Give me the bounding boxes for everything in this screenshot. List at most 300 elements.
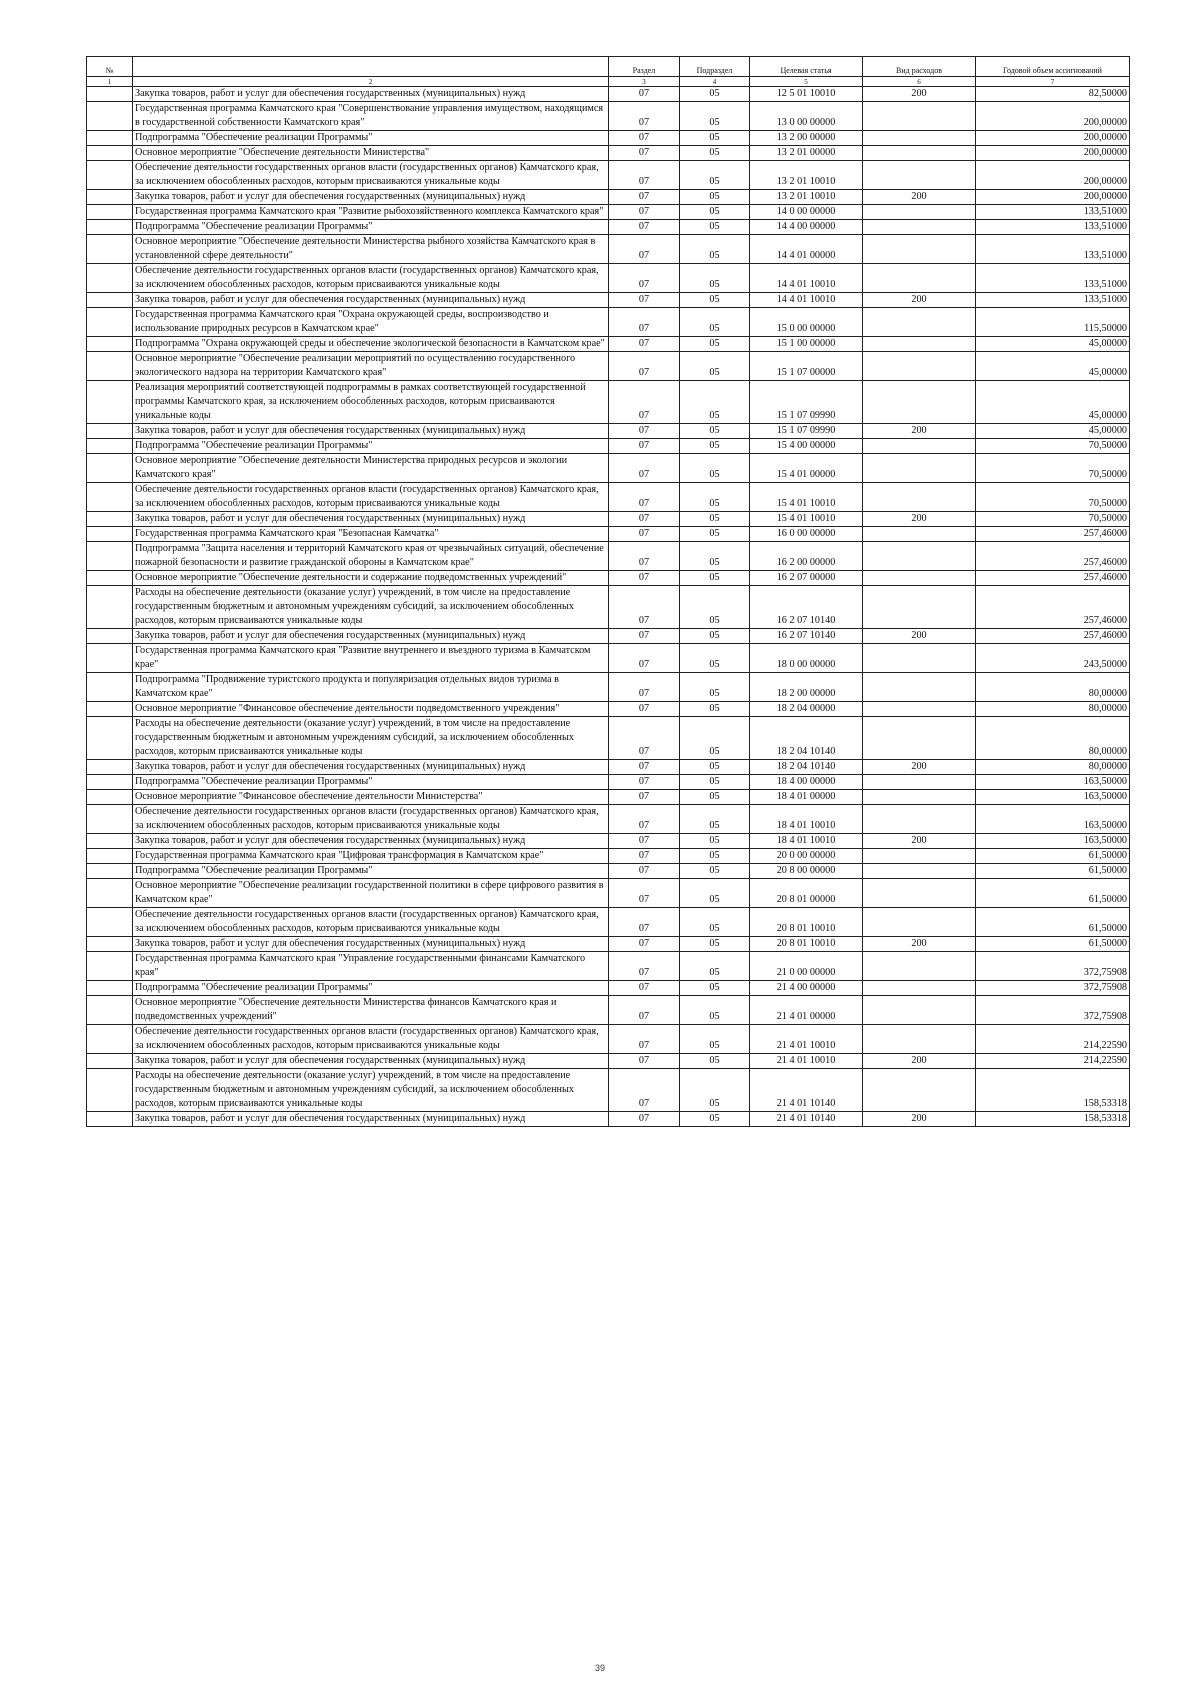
cell-target: 16 2 07 10140 bbox=[750, 629, 863, 644]
cell-expense-type bbox=[863, 337, 976, 352]
cell-amount: 163,50000 bbox=[976, 790, 1130, 805]
cell-target: 18 2 00 00000 bbox=[750, 673, 863, 702]
cell-amount: 45,00000 bbox=[976, 381, 1130, 424]
cell-target: 15 1 07 09990 bbox=[750, 424, 863, 439]
table-row bbox=[87, 908, 1130, 937]
cell-no bbox=[87, 87, 133, 102]
cell-amount: 61,50000 bbox=[976, 864, 1130, 879]
cell-no bbox=[87, 952, 133, 981]
cell-section: 07 bbox=[609, 629, 680, 644]
cell-target: 12 5 01 10010 bbox=[750, 87, 863, 102]
cell-target: 13 2 01 10010 bbox=[750, 161, 863, 190]
cell-target: 20 8 01 10010 bbox=[750, 937, 863, 952]
cell-subsection: 05 bbox=[680, 337, 750, 352]
cell-name: Государственная программа Камчатского края "Совершенствование управления имуществом, находящимся в государственной собственности Камчатского края" bbox=[133, 102, 609, 131]
col-number: 6 bbox=[863, 77, 976, 87]
cell-subsection: 05 bbox=[680, 102, 750, 131]
table-row bbox=[87, 981, 1130, 996]
table-row bbox=[87, 1054, 1130, 1069]
cell-amount: 372,75908 bbox=[976, 952, 1130, 981]
col-header-no: № bbox=[87, 57, 133, 77]
cell-amount: 82,50000 bbox=[976, 87, 1130, 102]
cell-subsection: 05 bbox=[680, 908, 750, 937]
table-row bbox=[87, 849, 1130, 864]
cell-no bbox=[87, 424, 133, 439]
cell-section: 07 bbox=[609, 146, 680, 161]
cell-no bbox=[87, 834, 133, 849]
cell-section: 07 bbox=[609, 87, 680, 102]
cell-no bbox=[87, 586, 133, 629]
cell-subsection: 05 bbox=[680, 205, 750, 220]
cell-amount: 163,50000 bbox=[976, 834, 1130, 849]
cell-target: 13 2 01 10010 bbox=[750, 190, 863, 205]
cell-section: 07 bbox=[609, 937, 680, 952]
cell-expense-type bbox=[863, 454, 976, 483]
cell-amount: 133,51000 bbox=[976, 235, 1130, 264]
table-row bbox=[87, 381, 1130, 424]
cell-subsection: 05 bbox=[680, 834, 750, 849]
cell-subsection: 05 bbox=[680, 454, 750, 483]
cell-amount: 133,51000 bbox=[976, 205, 1130, 220]
cell-subsection: 05 bbox=[680, 424, 750, 439]
cell-section: 07 bbox=[609, 586, 680, 629]
cell-no bbox=[87, 937, 133, 952]
table-row bbox=[87, 629, 1130, 644]
cell-amount: 257,46000 bbox=[976, 629, 1130, 644]
col-number: 4 bbox=[680, 77, 750, 87]
cell-no bbox=[87, 571, 133, 586]
cell-target: 14 4 01 10010 bbox=[750, 264, 863, 293]
cell-name: Закупка товаров, работ и услуг для обеспечения государственных (муниципальных) нужд bbox=[133, 629, 609, 644]
cell-name: Подпрограмма "Обеспечение реализации Программы" bbox=[133, 220, 609, 235]
cell-amount: 133,51000 bbox=[976, 293, 1130, 308]
cell-name: Подпрограмма "Обеспечение реализации Программы" bbox=[133, 864, 609, 879]
cell-section: 07 bbox=[609, 571, 680, 586]
table-row bbox=[87, 879, 1130, 908]
cell-no bbox=[87, 381, 133, 424]
cell-name: Расходы на обеспечение деятельности (оказание услуг) учреждений, в том числе на предоставление государственным бюджетным и автономным учреждениям субсидий, за исключением обособленных расходов, которым присваиваются уникальные коды bbox=[133, 717, 609, 760]
table-row bbox=[87, 146, 1130, 161]
cell-subsection: 05 bbox=[680, 586, 750, 629]
col-header-subsection: Подраздел bbox=[680, 57, 750, 77]
cell-expense-type: 200 bbox=[863, 293, 976, 308]
cell-name: Подпрограмма "Охрана окружающей среды и обеспечение экологической безопасности в Камчатском крае" bbox=[133, 337, 609, 352]
cell-name: Подпрограмма "Защита населения и территорий Камчатского края от чрезвычайных ситуаций, обеспечение пожарной безопасности и развитие гражданской обороны в Камчатском крае" bbox=[133, 542, 609, 571]
cell-amount: 61,50000 bbox=[976, 879, 1130, 908]
cell-no bbox=[87, 805, 133, 834]
cell-section: 07 bbox=[609, 264, 680, 293]
cell-amount: 70,50000 bbox=[976, 439, 1130, 454]
cell-no bbox=[87, 190, 133, 205]
cell-subsection: 05 bbox=[680, 805, 750, 834]
cell-expense-type: 200 bbox=[863, 190, 976, 205]
cell-amount: 70,50000 bbox=[976, 483, 1130, 512]
cell-target: 13 0 00 00000 bbox=[750, 102, 863, 131]
cell-target: 18 2 04 00000 bbox=[750, 702, 863, 717]
table-header bbox=[87, 57, 1130, 87]
cell-name: Государственная программа Камчатского края "Управление государственными финансами Камчатского края" bbox=[133, 952, 609, 981]
cell-name: Закупка товаров, работ и услуг для обеспечения государственных (муниципальных) нужд bbox=[133, 760, 609, 775]
table-row bbox=[87, 1025, 1130, 1054]
cell-section: 07 bbox=[609, 864, 680, 879]
cell-target: 14 4 00 00000 bbox=[750, 220, 863, 235]
cell-subsection: 05 bbox=[680, 937, 750, 952]
col-header-name bbox=[133, 57, 609, 77]
cell-target: 21 4 01 00000 bbox=[750, 996, 863, 1025]
cell-amount: 133,51000 bbox=[976, 220, 1130, 235]
cell-target: 16 0 00 00000 bbox=[750, 527, 863, 542]
header-row bbox=[87, 57, 1130, 77]
cell-name: Закупка товаров, работ и услуг для обеспечения государственных (муниципальных) нужд bbox=[133, 424, 609, 439]
cell-section: 07 bbox=[609, 235, 680, 264]
cell-section: 07 bbox=[609, 308, 680, 337]
cell-expense-type bbox=[863, 146, 976, 161]
cell-target: 20 8 01 00000 bbox=[750, 879, 863, 908]
cell-target: 18 4 00 00000 bbox=[750, 775, 863, 790]
cell-subsection: 05 bbox=[680, 864, 750, 879]
cell-target: 13 2 00 00000 bbox=[750, 131, 863, 146]
cell-expense-type bbox=[863, 908, 976, 937]
cell-expense-type bbox=[863, 717, 976, 760]
cell-name: Обеспечение деятельности государственных органов власти (государственных органов) Камчатского края, за исключением обособленных расходов, которым присваиваются уникальные коды bbox=[133, 483, 609, 512]
cell-name: Государственная программа Камчатского края "Цифровая трансформация в Камчатском крае" bbox=[133, 849, 609, 864]
cell-no bbox=[87, 542, 133, 571]
cell-no bbox=[87, 454, 133, 483]
cell-amount: 257,46000 bbox=[976, 527, 1130, 542]
table-row bbox=[87, 760, 1130, 775]
cell-target: 14 4 01 00000 bbox=[750, 235, 863, 264]
cell-no bbox=[87, 1054, 133, 1069]
table-body bbox=[87, 87, 1130, 1127]
cell-amount: 372,75908 bbox=[976, 981, 1130, 996]
cell-section: 07 bbox=[609, 908, 680, 937]
table-row bbox=[87, 454, 1130, 483]
cell-no bbox=[87, 102, 133, 131]
cell-subsection: 05 bbox=[680, 702, 750, 717]
col-number: 7 bbox=[976, 77, 1130, 87]
cell-expense-type bbox=[863, 775, 976, 790]
table-row bbox=[87, 512, 1130, 527]
col-header-section: Раздел bbox=[609, 57, 680, 77]
cell-subsection: 05 bbox=[680, 1025, 750, 1054]
cell-amount: 80,00000 bbox=[976, 717, 1130, 760]
cell-expense-type bbox=[863, 864, 976, 879]
cell-no bbox=[87, 644, 133, 673]
cell-section: 07 bbox=[609, 512, 680, 527]
cell-section: 07 bbox=[609, 981, 680, 996]
cell-name: Государственная программа Камчатского края "Безопасная Камчатка" bbox=[133, 527, 609, 542]
cell-expense-type: 200 bbox=[863, 1054, 976, 1069]
cell-expense-type bbox=[863, 483, 976, 512]
cell-amount: 80,00000 bbox=[976, 673, 1130, 702]
col-header-amount: Годовой объем ассигнований bbox=[976, 57, 1130, 77]
cell-target: 18 2 04 10140 bbox=[750, 717, 863, 760]
table-row bbox=[87, 673, 1130, 702]
cell-section: 07 bbox=[609, 775, 680, 790]
table-row bbox=[87, 542, 1130, 571]
cell-no bbox=[87, 131, 133, 146]
cell-subsection: 05 bbox=[680, 146, 750, 161]
cell-target: 15 4 00 00000 bbox=[750, 439, 863, 454]
cell-subsection: 05 bbox=[680, 131, 750, 146]
cell-no bbox=[87, 293, 133, 308]
table-row bbox=[87, 483, 1130, 512]
col-number: 2 bbox=[133, 77, 609, 87]
cell-name: Подпрограмма "Обеспечение реализации Программы" bbox=[133, 775, 609, 790]
cell-name: Основное мероприятие "Финансовое обеспечение деятельности подведомственного учреждения" bbox=[133, 702, 609, 717]
cell-name: Закупка товаров, работ и услуг для обеспечения государственных (муниципальных) нужд bbox=[133, 512, 609, 527]
cell-expense-type bbox=[863, 1025, 976, 1054]
cell-no bbox=[87, 483, 133, 512]
table-row bbox=[87, 790, 1130, 805]
cell-target: 15 4 01 10010 bbox=[750, 512, 863, 527]
cell-name: Основное мероприятие "Обеспечение деятельности Министерства природных ресурсов и экологии Камчатского края" bbox=[133, 454, 609, 483]
cell-expense-type: 200 bbox=[863, 87, 976, 102]
cell-name: Расходы на обеспечение деятельности (оказание услуг) учреждений, в том числе на предоставление государственным бюджетным и автономным учреждениям субсидий, за исключением обособленных расходов, которым присваиваются уникальные коды bbox=[133, 586, 609, 629]
cell-subsection: 05 bbox=[680, 87, 750, 102]
cell-subsection: 05 bbox=[680, 673, 750, 702]
table-row bbox=[87, 952, 1130, 981]
cell-amount: 163,50000 bbox=[976, 805, 1130, 834]
table-row bbox=[87, 571, 1130, 586]
cell-section: 07 bbox=[609, 381, 680, 424]
cell-expense-type bbox=[863, 131, 976, 146]
cell-name: Обеспечение деятельности государственных органов власти (государственных органов) Камчатского края, за исключением обособленных расходов, которым присваиваются уникальные коды bbox=[133, 1025, 609, 1054]
cell-amount: 80,00000 bbox=[976, 760, 1130, 775]
cell-no bbox=[87, 908, 133, 937]
cell-target: 15 4 01 00000 bbox=[750, 454, 863, 483]
cell-subsection: 05 bbox=[680, 483, 750, 512]
cell-section: 07 bbox=[609, 879, 680, 908]
cell-expense-type bbox=[863, 586, 976, 629]
cell-no bbox=[87, 205, 133, 220]
cell-subsection: 05 bbox=[680, 952, 750, 981]
cell-subsection: 05 bbox=[680, 1054, 750, 1069]
cell-expense-type bbox=[863, 220, 976, 235]
cell-name: Реализация мероприятий соответствующей подпрограммы в рамках соответствующей государственной программы Камчатского края, за исключением обособленных расходов, которым присваиваются уникальные коды bbox=[133, 381, 609, 424]
cell-expense-type: 200 bbox=[863, 1112, 976, 1127]
cell-subsection: 05 bbox=[680, 308, 750, 337]
cell-name: Расходы на обеспечение деятельности (оказание услуг) учреждений, в том числе на предоставление государственным бюджетным и автономным учреждениям субсидий, за исключением обособленных расходов, которым присваиваются уникальные коды bbox=[133, 1069, 609, 1112]
table-row bbox=[87, 161, 1130, 190]
cell-amount: 133,51000 bbox=[976, 264, 1130, 293]
cell-subsection: 05 bbox=[680, 849, 750, 864]
cell-amount: 257,46000 bbox=[976, 586, 1130, 629]
cell-target: 13 2 01 00000 bbox=[750, 146, 863, 161]
cell-expense-type bbox=[863, 673, 976, 702]
cell-no bbox=[87, 775, 133, 790]
cell-expense-type: 200 bbox=[863, 760, 976, 775]
col-number: 5 bbox=[750, 77, 863, 87]
cell-amount: 200,00000 bbox=[976, 146, 1130, 161]
cell-target: 14 0 00 00000 bbox=[750, 205, 863, 220]
cell-target: 20 8 00 00000 bbox=[750, 864, 863, 879]
cell-section: 07 bbox=[609, 760, 680, 775]
cell-name: Основное мероприятие "Обеспечение деятельности Министерства рыбного хозяйства Камчатского края в установленной сфере деятельности" bbox=[133, 235, 609, 264]
col-number: 1 bbox=[87, 77, 133, 87]
cell-name: Подпрограмма "Обеспечение реализации Программы" bbox=[133, 439, 609, 454]
cell-target: 15 4 01 10010 bbox=[750, 483, 863, 512]
cell-target: 15 1 07 00000 bbox=[750, 352, 863, 381]
cell-section: 07 bbox=[609, 996, 680, 1025]
cell-target: 18 0 00 00000 bbox=[750, 644, 863, 673]
cell-name: Государственная программа Камчатского края "Развитие рыбохозяйственного комплекса Камчатского края" bbox=[133, 205, 609, 220]
table-row bbox=[87, 775, 1130, 790]
cell-amount: 200,00000 bbox=[976, 161, 1130, 190]
cell-subsection: 05 bbox=[680, 981, 750, 996]
cell-subsection: 05 bbox=[680, 235, 750, 264]
cell-amount: 158,53318 bbox=[976, 1069, 1130, 1112]
cell-section: 07 bbox=[609, 805, 680, 834]
cell-expense-type bbox=[863, 235, 976, 264]
cell-no bbox=[87, 702, 133, 717]
cell-name: Подпрограмма "Продвижение туристского продукта и популяризация отдельных видов туризма в Камчатском крае" bbox=[133, 673, 609, 702]
cell-amount: 243,50000 bbox=[976, 644, 1130, 673]
cell-no bbox=[87, 629, 133, 644]
cell-no bbox=[87, 864, 133, 879]
cell-amount: 200,00000 bbox=[976, 131, 1130, 146]
cell-target: 18 4 01 00000 bbox=[750, 790, 863, 805]
cell-subsection: 05 bbox=[680, 264, 750, 293]
col-header-expense-type: Вид расходов bbox=[863, 57, 976, 77]
cell-name: Подпрограмма "Обеспечение реализации Программы" bbox=[133, 981, 609, 996]
cell-name: Закупка товаров, работ и услуг для обеспечения государственных (муниципальных) нужд bbox=[133, 1112, 609, 1127]
cell-name: Государственная программа Камчатского края "Охрана окружающей среды, воспроизводство и использование природных ресурсов в Камчатском крае" bbox=[133, 308, 609, 337]
cell-target: 21 4 01 10010 bbox=[750, 1025, 863, 1054]
cell-no bbox=[87, 308, 133, 337]
cell-amount: 61,50000 bbox=[976, 937, 1130, 952]
cell-section: 07 bbox=[609, 849, 680, 864]
cell-expense-type bbox=[863, 702, 976, 717]
cell-section: 07 bbox=[609, 352, 680, 381]
cell-no bbox=[87, 1069, 133, 1112]
cell-section: 07 bbox=[609, 834, 680, 849]
cell-section: 07 bbox=[609, 190, 680, 205]
cell-target: 18 4 01 10010 bbox=[750, 805, 863, 834]
cell-no bbox=[87, 673, 133, 702]
cell-expense-type bbox=[863, 952, 976, 981]
cell-target: 21 4 01 10010 bbox=[750, 1054, 863, 1069]
cell-subsection: 05 bbox=[680, 381, 750, 424]
table-row bbox=[87, 352, 1130, 381]
cell-section: 07 bbox=[609, 1112, 680, 1127]
cell-subsection: 05 bbox=[680, 512, 750, 527]
cell-expense-type bbox=[863, 308, 976, 337]
table-row bbox=[87, 834, 1130, 849]
cell-no bbox=[87, 352, 133, 381]
page-number: 39 bbox=[594, 1663, 605, 1673]
cell-subsection: 05 bbox=[680, 879, 750, 908]
cell-expense-type bbox=[863, 102, 976, 131]
cell-expense-type bbox=[863, 381, 976, 424]
cell-no bbox=[87, 790, 133, 805]
cell-subsection: 05 bbox=[680, 644, 750, 673]
col-number: 3 bbox=[609, 77, 680, 87]
cell-target: 16 2 07 00000 bbox=[750, 571, 863, 586]
cell-name: Подпрограмма "Обеспечение реализации Программы" bbox=[133, 131, 609, 146]
cell-target: 20 0 00 00000 bbox=[750, 849, 863, 864]
cell-name: Основное мероприятие "Обеспечение деятельности Министерства финансов Камчатского края и подведомственных учреждений" bbox=[133, 996, 609, 1025]
cell-amount: 61,50000 bbox=[976, 849, 1130, 864]
table-row bbox=[87, 131, 1130, 146]
cell-amount: 257,46000 bbox=[976, 571, 1130, 586]
cell-name: Обеспечение деятельности государственных органов власти (государственных органов) Камчатского края, за исключением обособленных расходов, которым присваиваются уникальные коды bbox=[133, 805, 609, 834]
cell-section: 07 bbox=[609, 1069, 680, 1112]
cell-name: Основное мероприятие "Финансовое обеспечение деятельности Министерства" bbox=[133, 790, 609, 805]
table-row bbox=[87, 1069, 1130, 1112]
cell-expense-type bbox=[863, 1069, 976, 1112]
table-row bbox=[87, 337, 1130, 352]
cell-section: 07 bbox=[609, 131, 680, 146]
cell-section: 07 bbox=[609, 542, 680, 571]
cell-subsection: 05 bbox=[680, 527, 750, 542]
cell-section: 07 bbox=[609, 790, 680, 805]
cell-section: 07 bbox=[609, 952, 680, 981]
table-row bbox=[87, 308, 1130, 337]
cell-subsection: 05 bbox=[680, 190, 750, 205]
table-row bbox=[87, 220, 1130, 235]
cell-section: 07 bbox=[609, 439, 680, 454]
table-row bbox=[87, 264, 1130, 293]
cell-name: Закупка товаров, работ и услуг для обеспечения государственных (муниципальных) нужд bbox=[133, 937, 609, 952]
cell-no bbox=[87, 337, 133, 352]
cell-amount: 257,46000 bbox=[976, 542, 1130, 571]
cell-no bbox=[87, 996, 133, 1025]
cell-subsection: 05 bbox=[680, 1112, 750, 1127]
cell-subsection: 05 bbox=[680, 352, 750, 381]
cell-expense-type bbox=[863, 527, 976, 542]
cell-target: 16 2 00 00000 bbox=[750, 542, 863, 571]
cell-target: 14 4 01 10010 bbox=[750, 293, 863, 308]
cell-expense-type: 200 bbox=[863, 937, 976, 952]
cell-subsection: 05 bbox=[680, 760, 750, 775]
cell-name: Государственная программа Камчатского края "Развитие внутреннего и въездного туризма в Камчатском крае" bbox=[133, 644, 609, 673]
cell-target: 15 0 00 00000 bbox=[750, 308, 863, 337]
cell-section: 07 bbox=[609, 205, 680, 220]
cell-no bbox=[87, 849, 133, 864]
cell-target: 18 2 04 10140 bbox=[750, 760, 863, 775]
cell-no bbox=[87, 146, 133, 161]
cell-name: Основное мероприятие "Обеспечение деятельности Министерства" bbox=[133, 146, 609, 161]
cell-no bbox=[87, 879, 133, 908]
cell-section: 07 bbox=[609, 702, 680, 717]
cell-expense-type bbox=[863, 352, 976, 381]
cell-section: 07 bbox=[609, 1054, 680, 1069]
cell-target: 15 1 07 09990 bbox=[750, 381, 863, 424]
table-row bbox=[87, 1112, 1130, 1127]
cell-target: 15 1 00 00000 bbox=[750, 337, 863, 352]
cell-subsection: 05 bbox=[680, 220, 750, 235]
cell-name: Основное мероприятие "Обеспечение реализации государственной политики в сфере цифрового развития в Камчатском крае" bbox=[133, 879, 609, 908]
cell-name: Закупка товаров, работ и услуг для обеспечения государственных (муниципальных) нужд bbox=[133, 87, 609, 102]
cell-expense-type bbox=[863, 644, 976, 673]
cell-no bbox=[87, 717, 133, 760]
cell-subsection: 05 bbox=[680, 439, 750, 454]
cell-target: 21 4 00 00000 bbox=[750, 981, 863, 996]
cell-amount: 115,50000 bbox=[976, 308, 1130, 337]
col-header-target: Целевая статья bbox=[750, 57, 863, 77]
cell-expense-type bbox=[863, 981, 976, 996]
cell-expense-type: 200 bbox=[863, 629, 976, 644]
cell-expense-type bbox=[863, 805, 976, 834]
cell-section: 07 bbox=[609, 673, 680, 702]
table-row bbox=[87, 717, 1130, 760]
cell-amount: 61,50000 bbox=[976, 908, 1130, 937]
table-row bbox=[87, 205, 1130, 220]
cell-subsection: 05 bbox=[680, 775, 750, 790]
cell-target: 16 2 07 10140 bbox=[750, 586, 863, 629]
cell-no bbox=[87, 981, 133, 996]
